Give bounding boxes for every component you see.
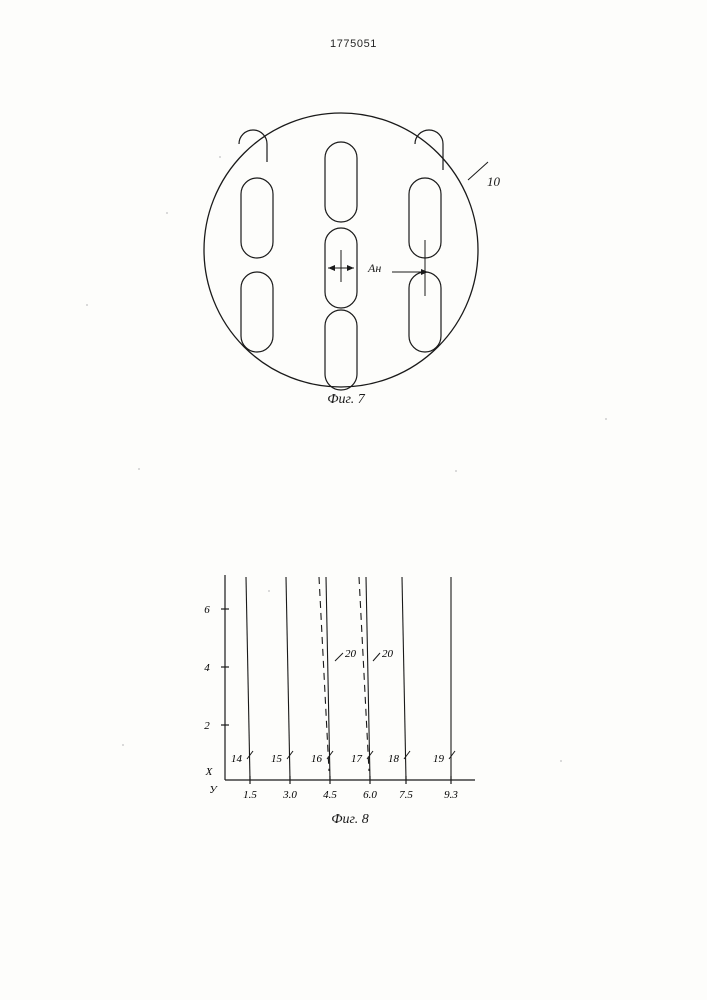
solid-peak-group bbox=[246, 577, 451, 780]
peak-15 bbox=[286, 577, 290, 780]
peak-label-15: 15 bbox=[271, 753, 282, 765]
x-tick-label: 6.0 bbox=[363, 789, 377, 801]
peak-14 bbox=[246, 577, 250, 780]
figure-7-svg bbox=[196, 100, 496, 420]
paper-speck bbox=[605, 418, 607, 420]
x-tick-label: 9.3 bbox=[444, 789, 458, 801]
dashed-label-20-b: 20 bbox=[382, 648, 393, 660]
dashed-callouts bbox=[335, 648, 394, 661]
paper-speck bbox=[122, 744, 124, 746]
peak-label-19: 19 bbox=[433, 753, 444, 765]
x-tick-label: 1.5 bbox=[243, 789, 257, 801]
figure-7-label-an: Ан bbox=[368, 261, 382, 275]
figure-7-drawing bbox=[196, 100, 496, 420]
slot bbox=[241, 178, 273, 258]
peak-18 bbox=[402, 577, 406, 780]
figure-7-label-10: 10 bbox=[487, 174, 500, 189]
y-tick-label: 4 bbox=[204, 662, 210, 674]
peak-label-18: 18 bbox=[388, 753, 399, 765]
figure-8-chart bbox=[185, 565, 515, 805]
peak-label-16: 16 bbox=[311, 753, 322, 765]
y-axis-label: Х bbox=[205, 766, 213, 778]
paper-speck bbox=[138, 468, 140, 470]
slot-partial bbox=[415, 130, 443, 170]
slot bbox=[241, 272, 273, 352]
x-tick-label: 4.5 bbox=[323, 789, 337, 801]
slot bbox=[325, 142, 357, 222]
leader-part-10 bbox=[468, 162, 488, 180]
paper-speck bbox=[560, 760, 562, 762]
patent-number: 1775051 bbox=[329, 38, 378, 50]
paper-speck bbox=[455, 470, 457, 472]
x-axis-label: У bbox=[209, 784, 217, 796]
peak-callouts bbox=[231, 751, 455, 765]
slot-partial bbox=[239, 130, 267, 162]
peak-label-14: 14 bbox=[231, 753, 242, 765]
figure-7-caption: Фиг. 7 bbox=[327, 392, 365, 407]
peak-label-17: 17 bbox=[351, 753, 362, 765]
dashed-label-20-a: 20 bbox=[345, 648, 356, 660]
y-tick-label: 6 bbox=[204, 604, 210, 616]
paper-speck bbox=[166, 212, 168, 214]
paper-speck bbox=[86, 304, 88, 306]
figure-8-caption: Фиг. 8 bbox=[331, 812, 369, 827]
x-tick-label: 7.5 bbox=[399, 789, 413, 801]
x-tick-label: 3.0 bbox=[283, 789, 297, 801]
figure-8-svg bbox=[185, 565, 515, 805]
y-tick-label: 2 bbox=[204, 720, 210, 732]
slot bbox=[325, 310, 357, 390]
